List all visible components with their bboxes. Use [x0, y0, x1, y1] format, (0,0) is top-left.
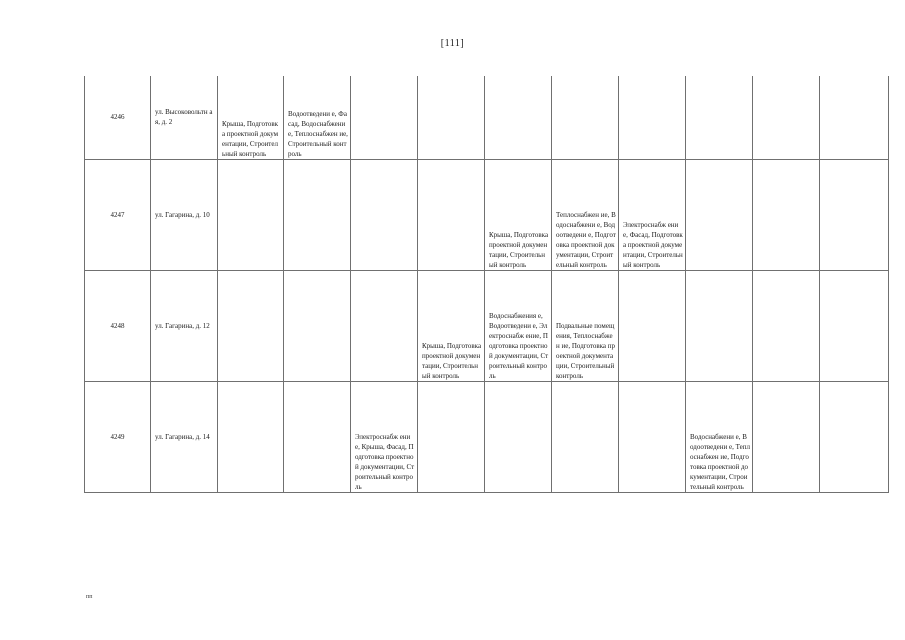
works-cell — [753, 270, 820, 381]
works-cell: Теплоснабжен ие, Водоснабжени е, Водоотведени е, Подготовка проектной документации, Строительный контроль — [552, 159, 619, 270]
works-cell — [552, 381, 619, 492]
works-cell — [552, 76, 619, 159]
works-cell — [218, 159, 284, 270]
works-cell: Подвальные помещения, Теплоснабжен ие, Подготовка проектной документации, Строительный контроль — [552, 270, 619, 381]
building-address: ул. Гагарина, д. 14 — [151, 381, 218, 492]
works-cell — [686, 159, 753, 270]
works-cell — [418, 381, 485, 492]
repair-works-table — [84, 76, 889, 493]
table-row — [85, 159, 889, 270]
works-cell — [284, 159, 351, 270]
works-cell: Крыша, Подготовка проектной документации, Строительный контроль — [485, 159, 552, 270]
works-cell — [284, 270, 351, 381]
works-cell — [820, 381, 889, 492]
building-number: 4247 — [85, 159, 151, 270]
works-cell — [485, 76, 552, 159]
works-cell: Водоснабжени е, Водоотведени е, Теплоснабжен ие, Подготовка проектной документации, Строительный контроль — [686, 381, 753, 492]
works-cell — [820, 76, 889, 159]
works-cell — [351, 270, 418, 381]
works-cell — [351, 76, 418, 159]
building-address: ул. Гагарина, д. 10 — [151, 159, 218, 270]
works-cell — [218, 381, 284, 492]
page-number-value: 111 — [444, 38, 461, 49]
table-row — [85, 270, 889, 381]
works-cell — [284, 381, 351, 492]
works-cell — [820, 159, 889, 270]
works-cell — [619, 381, 686, 492]
works-cell — [418, 76, 485, 159]
table-row — [85, 381, 889, 492]
works-cell — [485, 381, 552, 492]
building-number: 4249 — [85, 381, 151, 492]
works-cell — [686, 270, 753, 381]
works-cell — [351, 159, 418, 270]
works-cell — [753, 76, 820, 159]
building-address: ул. Высоковольтн ая, д. 2 — [151, 76, 218, 159]
works-cell — [820, 270, 889, 381]
footer-mark: пп — [86, 594, 93, 600]
works-cell — [686, 76, 753, 159]
works-cell: Водоотведени е, Фасад, Водоснабжени е, Теплоснабжен ие, Строительный контроль — [284, 76, 351, 159]
works-cell — [753, 159, 820, 270]
works-cell — [619, 76, 686, 159]
building-address: ул. Гагарина, д. 12 — [151, 270, 218, 381]
building-number: 4248 — [85, 270, 151, 381]
works-cell: Водоснабжения е, Водоотведени е, Электроснабж ение, Подготовка проектной документации, Строительный контроль — [485, 270, 552, 381]
building-number: 4246 — [85, 76, 151, 159]
works-cell — [753, 381, 820, 492]
works-cell — [619, 270, 686, 381]
works-cell: Электроснабж ение, Крыша, Фасад, Подготовка проектной документации, Строительный контроль — [351, 381, 418, 492]
works-cell: Крыша, Подготовка проектной документации, Строительный контроль — [418, 270, 485, 381]
works-cell — [418, 159, 485, 270]
works-cell: Крыша, Подготовка проектной документации, Строительный контроль — [218, 76, 284, 159]
works-cell — [218, 270, 284, 381]
page-number: [111] — [440, 38, 465, 49]
table-row — [85, 76, 889, 159]
works-cell: Электроснабж ение, Фасад, Подготовка проектной документации, Строительный контроль — [619, 159, 686, 270]
